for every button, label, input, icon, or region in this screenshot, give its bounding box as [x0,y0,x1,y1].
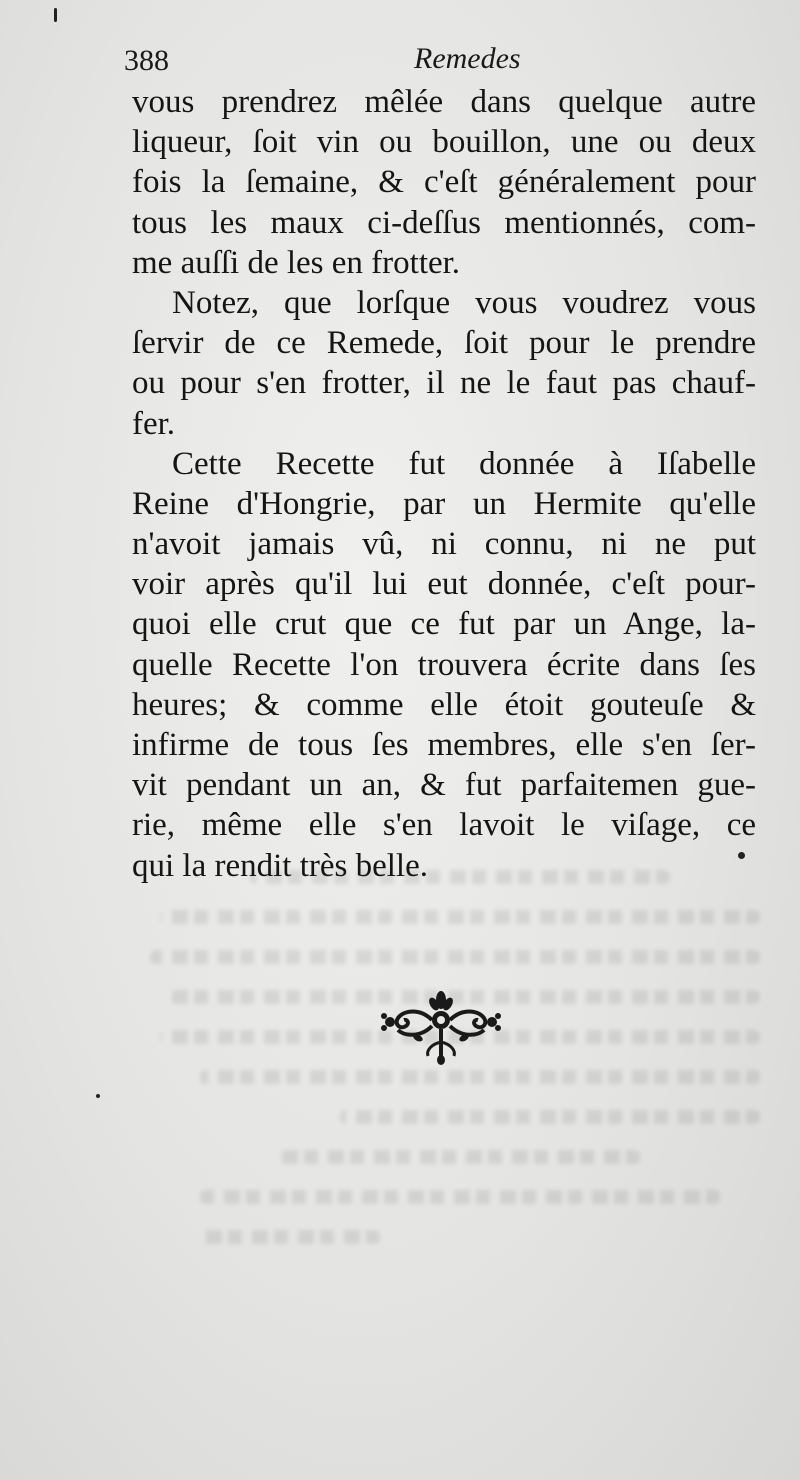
fleuron-ornament-icon [376,986,506,1066]
text-line: quoi elle crut que ce fut par un Ange, la- [132,606,756,643]
text-line: Reine d'Hongrie, par un Hermite qu'elle [132,485,756,522]
text-line: ou pour s'en frotter, il ne le faut pas chauf- [132,365,756,402]
text-line: infirme de tous ſes membres, elle s'en ſer- [132,727,756,763]
text-line: Notez, que lorſque vous voudrez vous [172,284,756,321]
text-line: fois la ſemaine, & c'eſt généralement pour [132,164,756,201]
text-line: vit pendant un an, & fut parfaitemen gue- [132,767,756,804]
text-line: liqueur, ſoit vin ou bouillon, une ou deux [132,124,756,161]
ink-speck [54,8,57,22]
text-line: qui la rendit très belle. [132,847,428,884]
text-line: quelle Recette l'on trouvera écrite dans ſes [132,646,756,683]
page-header [118,40,758,88]
text-line: fer. [132,405,176,442]
running-title: Remedes [414,42,521,75]
page-number: 388 [124,44,169,77]
text-line: heures; & comme elle étoit gouteuſe & [132,686,756,723]
text-line: tous les maux ci-deſſus mentionnés, com- [132,204,756,241]
ink-speck [96,1094,100,1098]
text-line: vous prendrez mêlée dans quelque autre [132,84,756,120]
text-line: Cette Recette fut donnée à Iſabelle [172,445,756,482]
text-line: rie, même elle s'en lavoit le viſage, ce [132,807,756,844]
body-text [132,82,756,886]
ink-speck [738,852,745,859]
text-line: me auſſi de les en frotter. [132,244,461,281]
text-line: ſervir de ce Remede, ſoit pour le prendre [132,325,756,362]
text-line: voir après qu'il lui eut donnée, c'eſt pour- [132,566,756,603]
text-line: n'avoit jamais vû, ni connu, ni ne put [132,526,756,563]
